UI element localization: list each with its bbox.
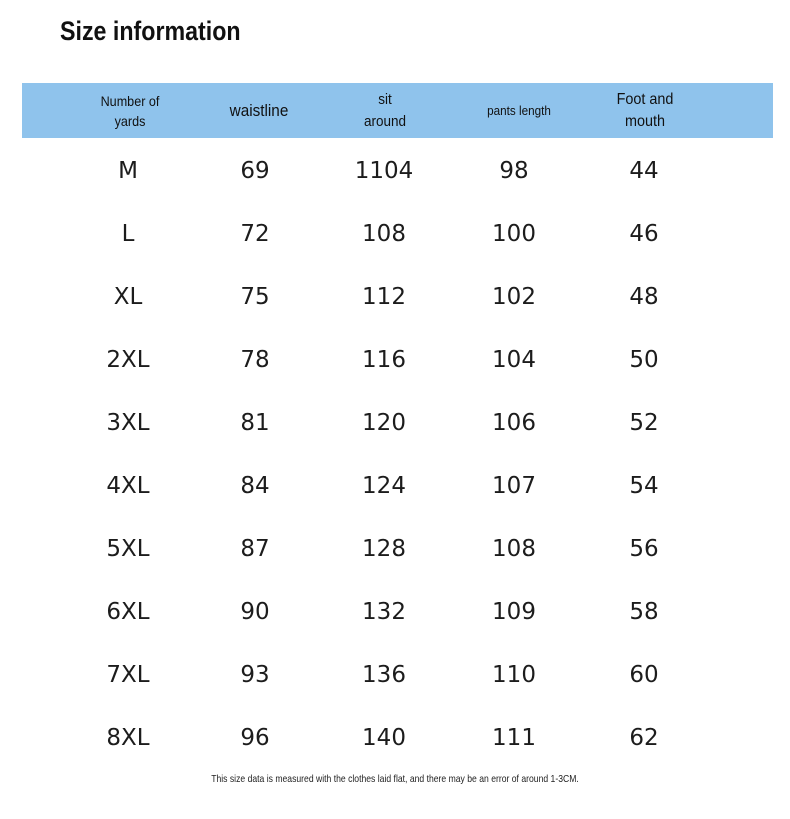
cell-foot-mouth: 46	[629, 221, 659, 247]
measurement-footnote: This size data is measured with the clothes laid flat, and there may be an error of around 1-3CM.	[211, 773, 579, 785]
cell-pants-length: 110	[492, 662, 536, 688]
cell-foot-mouth: 48	[629, 284, 659, 310]
cell-size: 8XL	[106, 725, 150, 751]
cell-size: 3XL	[106, 410, 150, 436]
cell-size: M	[118, 158, 138, 184]
cell-waistline: 78	[240, 347, 270, 373]
table-row	[0, 707, 790, 770]
cell-sit-around: 112	[362, 284, 406, 310]
table-row	[0, 455, 790, 518]
size-table-body	[0, 140, 790, 770]
cell-pants-length: 98	[499, 158, 529, 184]
cell-size: 5XL	[106, 536, 150, 562]
cell-pants-length: 109	[492, 599, 536, 625]
table-row	[0, 581, 790, 644]
cell-pants-length: 102	[492, 284, 536, 310]
cell-sit-around: 1104	[354, 158, 414, 184]
cell-foot-mouth: 62	[629, 725, 659, 751]
cell-foot-mouth: 52	[629, 410, 659, 436]
cell-size: L	[121, 221, 135, 247]
cell-pants-length: 104	[492, 347, 536, 373]
cell-waistline: 90	[240, 599, 270, 625]
cell-size: 4XL	[106, 473, 150, 499]
cell-sit-around: 120	[362, 410, 406, 436]
cell-pants-length: 108	[492, 536, 536, 562]
cell-waistline: 72	[240, 221, 270, 247]
header-sit-around: sit around	[363, 90, 407, 130]
cell-pants-length: 106	[492, 410, 536, 436]
table-row	[0, 266, 790, 329]
cell-waistline: 69	[240, 158, 270, 184]
table-row	[0, 644, 790, 707]
page-title: Size information	[60, 16, 241, 46]
table-row	[0, 140, 790, 203]
cell-waistline: 75	[240, 284, 270, 310]
table-row	[0, 329, 790, 392]
cell-size: 2XL	[106, 347, 150, 373]
cell-foot-mouth: 56	[629, 536, 659, 562]
cell-foot-mouth: 60	[629, 662, 659, 688]
cell-size: 7XL	[106, 662, 150, 688]
header-size: Number of yards	[100, 92, 160, 129]
cell-pants-length: 100	[492, 221, 536, 247]
table-header	[22, 83, 773, 138]
cell-pants-length: 107	[492, 473, 536, 499]
cell-foot-mouth: 54	[629, 473, 659, 499]
cell-sit-around: 108	[362, 221, 406, 247]
cell-sit-around: 116	[362, 347, 406, 373]
cell-size: XL	[113, 284, 143, 310]
cell-sit-around: 128	[362, 536, 406, 562]
cell-waistline: 87	[240, 536, 270, 562]
cell-foot-mouth: 50	[629, 347, 659, 373]
cell-waistline: 81	[240, 410, 270, 436]
cell-sit-around: 140	[362, 725, 406, 751]
table-row	[0, 518, 790, 581]
cell-size: 6XL	[106, 599, 150, 625]
table-row	[0, 392, 790, 455]
header-pants-length: pants length	[487, 102, 551, 118]
cell-sit-around: 124	[362, 473, 406, 499]
header-foot-mouth: Foot and mouth	[616, 90, 674, 130]
cell-sit-around: 136	[362, 662, 406, 688]
header-waistline: waistline	[229, 100, 289, 120]
cell-waistline: 84	[240, 473, 270, 499]
cell-waistline: 96	[240, 725, 270, 751]
table-row	[0, 203, 790, 266]
cell-waistline: 93	[240, 662, 270, 688]
cell-foot-mouth: 58	[629, 599, 659, 625]
cell-pants-length: 111	[492, 725, 536, 751]
cell-sit-around: 132	[362, 599, 406, 625]
cell-foot-mouth: 44	[629, 158, 659, 184]
